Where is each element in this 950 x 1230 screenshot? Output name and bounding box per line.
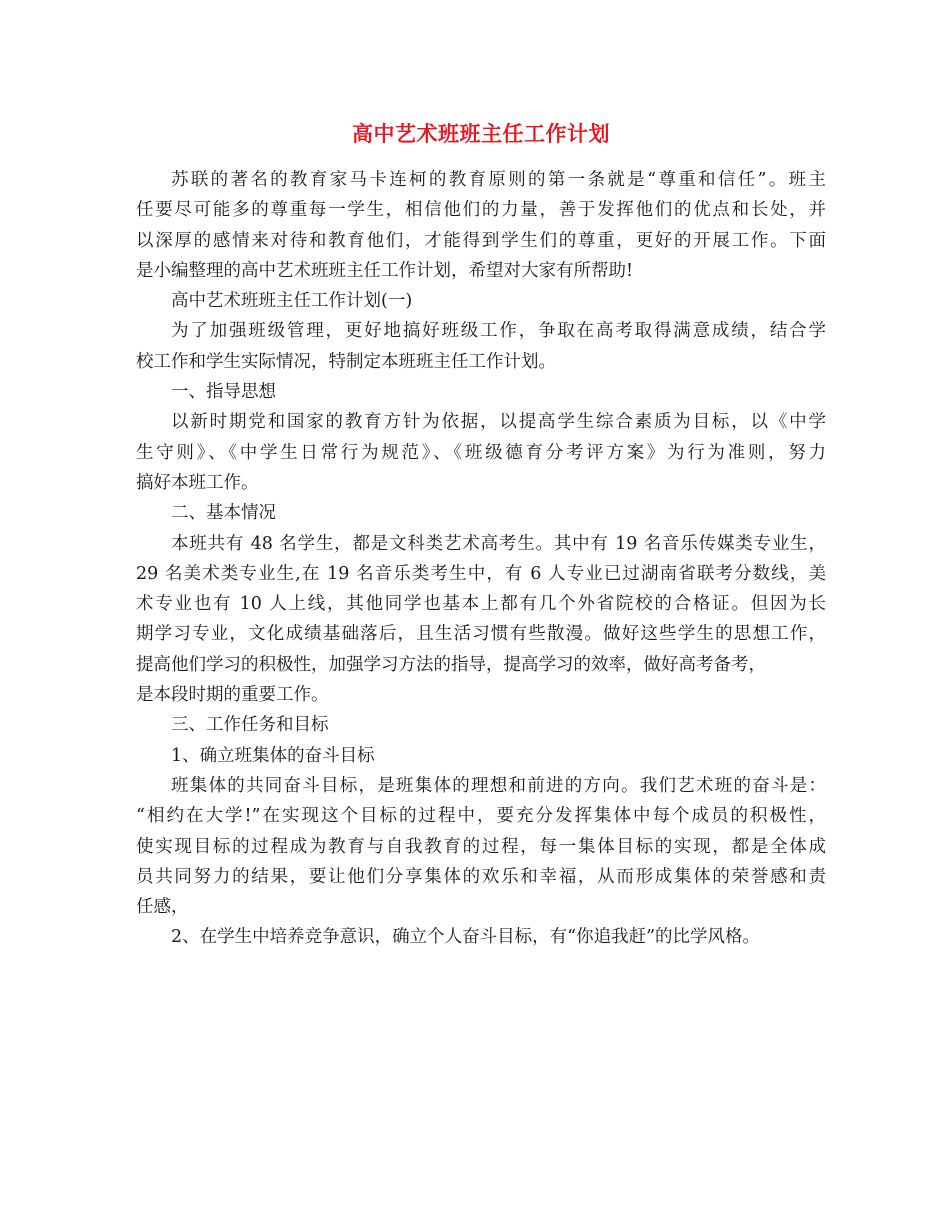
paragraph-line: 是本段时期的重要工作。 [136, 685, 329, 706]
paragraph-line: 以新时期党和国家的教育方针为依据，以提高学生综合素质为目标，以《中学 [171, 412, 826, 433]
paragraph-line: 术专业也有 10 人上线，其他同学也基本上都有几个外省院校的合格证。但因为长 [136, 594, 826, 615]
paragraph-line: 搞好本班工作。 [136, 472, 259, 493]
paragraph-line: 本班共有 48 名学生，都是文科类艺术高考生。其中有 19 名音乐传媒类专业生， [171, 533, 826, 554]
paragraph-line: 员共同努力的结果，要让他们分享集体的欢乐和幸福，从而形成集体的荣誉感和责 [136, 866, 826, 887]
paragraph-line: 是小编整理的高中艺术班班主任工作计划，希望对大家有所帮助! [136, 260, 634, 281]
paragraph-line: 提高他们学习的积极性，加强学习方法的指导，提高学习的效率，做好高考备考， [136, 654, 766, 675]
paragraph-line: 苏联的著名的教育家马卡连柯的教育原则的第一条就是“尊重和信任”。班主 [171, 170, 826, 190]
paragraph-line: 以深厚的感情来对待和教育他们，才能得到学生们的尊重，更好的开展工作。下面 [136, 230, 826, 251]
paragraph-line: 任要尽可能多的尊重每一学生，相信他们的力量，善于发挥他们的优点和长处，并 [136, 200, 826, 221]
paragraph-line: 29 名美术类专业生,在 19 名音乐类考生中，有 6 人专业已过湖南省联考分数线，美 [136, 563, 826, 584]
section-heading: 一、指导思想 [171, 382, 276, 403]
section-heading: 高中艺术班班主任工作计划(一) [171, 291, 413, 312]
section-heading: 二、基本情况 [171, 503, 276, 524]
paragraph-line: 为了加强班级管理，更好地搞好班级工作，争取在高考取得满意成绩，结合学 [171, 321, 826, 342]
section-heading: 三、工作任务和目标 [171, 715, 329, 736]
document-title: 高中艺术班班主任工作计划 [352, 121, 610, 146]
paragraph-line: “相约在大学!”在实现这个目标的过程中，要充分发挥集体中每个成员的积极性， [136, 806, 826, 827]
subsection-heading: 1、确立班集体的奋斗目标 [171, 745, 375, 766]
paragraph-line: 校工作和学生实际情况，特制定本班班主任工作计划。 [136, 351, 556, 372]
paragraph-line: 使实现目标的过程成为教育与自我教育的过程，每一集体目标的实现，都是全体成 [136, 836, 826, 857]
paragraph-line: 生守则》、《中学生日常行为规范》、《班级德育分考评方案》为行为准则，努力 [136, 442, 826, 463]
subsection-heading: 2、在学生中培养竞争意识，确立个人奋斗目标，有“你追我赶”的比学风格。 [171, 927, 761, 948]
paragraph-line: 任感， [136, 897, 189, 918]
document-body [136, 165, 826, 953]
paragraph-line: 班集体的共同奋斗目标，是班集体的理想和前进的方向。我们艺术班的奋斗是： [171, 775, 826, 796]
paragraph-line: 期学习专业，文化成绩基础落后，且生活习惯有些散漫。做好这些学生的思想工作， [136, 624, 826, 645]
